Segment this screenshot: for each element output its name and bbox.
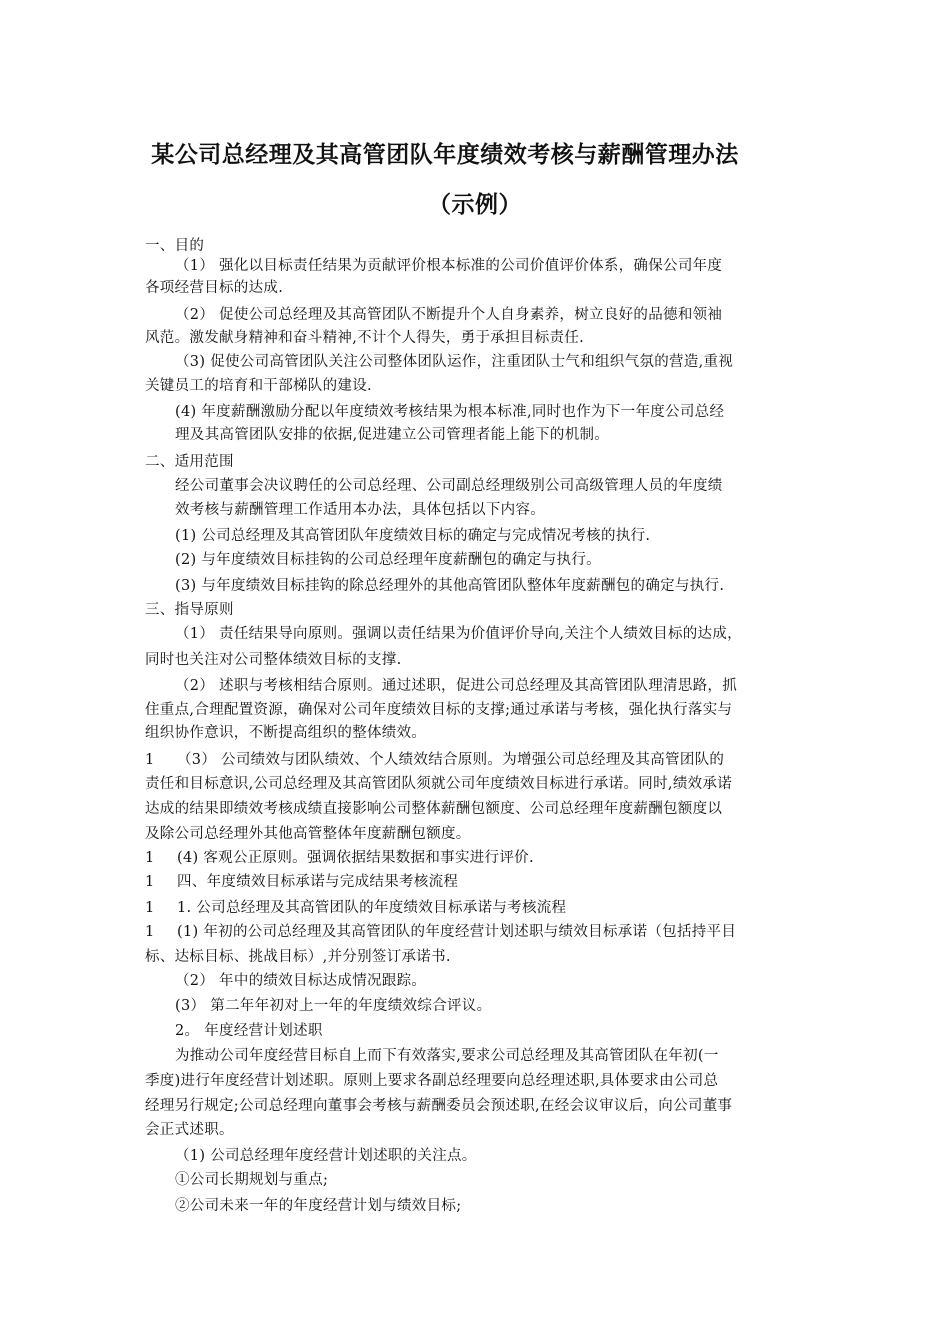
line-text: 达成的结果即绩效考核成绩直接影响公司整体薪酬包额度、公司总经理年度薪酬包额度以 bbox=[145, 801, 723, 817]
paragraph-line bbox=[175, 305, 722, 325]
paragraph-line bbox=[145, 898, 566, 918]
paragraph-line bbox=[175, 624, 742, 644]
line-text: 组织协作意识，不断提高组织的整体绩效。 bbox=[145, 725, 427, 741]
line-text: （1） 责任结果导向原则。强调以责任结果为价值评价导向,关注个人绩效目标的达成， bbox=[175, 626, 742, 642]
line-text: （2） 年中的绩效目标达成情况跟踪。 bbox=[175, 973, 427, 989]
line-text: （1) 公司总经理年度经营计划述职的关注点。 bbox=[175, 1148, 477, 1164]
line-text: 二、适用范围 bbox=[145, 454, 234, 470]
line-text: 效考核与薪酬管理工作适用本办法，具体包括以下内容。 bbox=[175, 502, 545, 518]
line-text: 关键员工的培育和干部梯队的建设. bbox=[145, 378, 372, 394]
line-text: 为推动公司年度经营目标自上而下有效落实,要求公司总经理及其高管团队在年初(一 bbox=[175, 1048, 719, 1064]
line-text: ①公司长期规划与重点; bbox=[175, 1172, 329, 1188]
paragraph-line bbox=[175, 1170, 328, 1190]
paragraph-line bbox=[145, 600, 234, 620]
paragraph-line bbox=[175, 425, 609, 445]
line-text: (1) 公司总经理及其高管团队年度绩效目标的确定与完成情况考核的执行. bbox=[175, 528, 651, 544]
line-text: （3） 公司绩效与团队绩效、个人绩效结合原则。为增强公司总经理及其高管团队的 bbox=[177, 752, 725, 768]
line-number: 1 bbox=[145, 752, 155, 768]
line-text: 一、目的 bbox=[145, 238, 205, 254]
line-text: 各项经营目标的达成. bbox=[145, 280, 284, 296]
paragraph-line bbox=[145, 824, 471, 844]
paragraph-line bbox=[175, 352, 733, 372]
line-text: （3) 促使公司高管团队关注公司整体团队运作，注重团队士气和组织气氛的营造,重视 bbox=[175, 354, 734, 370]
paragraph-line bbox=[145, 376, 372, 396]
document-title: 某公司总经理及其高管团队年度绩效考核与薪酬管理办法 bbox=[151, 142, 739, 168]
line-text: 风范。激发献身精神和奋斗精神,不计个人得失，勇于承担目标责任. bbox=[145, 330, 585, 346]
paragraph-line bbox=[145, 848, 534, 868]
paragraph-line bbox=[175, 996, 491, 1016]
line-text: 三、指导原则 bbox=[145, 602, 234, 618]
paragraph-line bbox=[145, 1120, 234, 1140]
paragraph-line bbox=[145, 700, 732, 720]
paragraph-line bbox=[175, 1021, 323, 1041]
paragraph-line bbox=[175, 500, 545, 520]
document-subtitle: （示例） bbox=[428, 192, 522, 218]
paragraph-line bbox=[145, 1096, 732, 1116]
line-text: ②公司未来一年的年度经营计划与绩效目标; bbox=[175, 1198, 462, 1214]
line-text: (3) 与年度绩效目标挂钩的除总经理外的其他高管团队整体年度薪酬包的确定与执行. bbox=[175, 578, 725, 594]
paragraph-line bbox=[175, 676, 737, 696]
line-number: 1 bbox=[145, 924, 155, 940]
line-text: (4) 客观公正原则。强调依据结果数据和事实进行评价. bbox=[177, 850, 534, 866]
paragraph-line bbox=[175, 1196, 461, 1216]
line-text: 理及其高管团队安排的依据,促进建立公司管理者能上能下的机制。 bbox=[175, 427, 610, 443]
line-number: 1 bbox=[145, 874, 155, 890]
paragraph-line bbox=[145, 328, 584, 348]
paragraph-line bbox=[175, 476, 723, 496]
line-text: (1) 年初的公司总经理及其高管团队的年度经营计划述职与绩效目标承诺（包括持平目 bbox=[177, 924, 737, 940]
line-text: 季度)进行年度经营计划述职。原则上要求各副总经理要向总经理述职,具体要求由公司总 bbox=[145, 1073, 719, 1089]
paragraph-line bbox=[145, 947, 451, 967]
paragraph-line bbox=[145, 650, 402, 670]
paragraph-line bbox=[145, 922, 736, 942]
paragraph-line bbox=[175, 526, 650, 546]
paragraph-line bbox=[145, 872, 458, 892]
paragraph-line bbox=[175, 1146, 477, 1166]
line-text: 会正式述职。 bbox=[145, 1122, 234, 1138]
line-text: 及除公司总经理外其他高管整体年度薪酬包额度。 bbox=[145, 826, 471, 842]
paragraph-line bbox=[145, 278, 283, 298]
paragraph-line bbox=[145, 723, 426, 743]
line-text: （2） 述职与考核相结合原则。通过述职，促进公司总经理及其高管团队理清思路，抓 bbox=[175, 678, 738, 694]
paragraph-line bbox=[175, 402, 724, 422]
line-text: 标、达标目标、挑战目标）,并分别签订承诺书. bbox=[145, 949, 451, 965]
line-number: 1 bbox=[145, 900, 155, 916]
line-text: (3） 第二年年初对上一年的年度绩效综合评议。 bbox=[175, 998, 492, 1014]
line-text: 经公司董事会决议聘任的公司总经理、公司副总经理级别公司高级管理人员的年度绩 bbox=[175, 478, 723, 494]
paragraph-line bbox=[145, 750, 724, 770]
line-text: (4) 年度薪酬激励分配以年度绩效考核结果为根本标准,同时也作为下一年度公司总经 bbox=[175, 404, 725, 420]
line-number: 1 bbox=[145, 850, 155, 866]
paragraph-line bbox=[145, 774, 732, 794]
paragraph-line bbox=[145, 236, 204, 256]
paragraph-line bbox=[175, 576, 724, 596]
paragraph-line bbox=[145, 452, 234, 472]
paragraph-line bbox=[145, 1071, 718, 1091]
paragraph-line bbox=[175, 550, 601, 570]
line-text: 住重点,合理配置资源，确保对公司年度绩效目标的支撑;通过承诺与考核，强化执行落实与 bbox=[145, 702, 733, 718]
line-text: 四、年度绩效目标承诺与完成结果考核流程 bbox=[177, 874, 459, 890]
line-text: 经理另行规定;公司总经理向董事会考核与薪酬委员会预述职,在经会议审议后，向公司董事 bbox=[145, 1098, 733, 1114]
line-text: 同时也关注对公司整体绩效目标的支撑. bbox=[145, 652, 402, 668]
line-text: 责任和目标意识,公司总经理及其高管团队须就公司年度绩效目标进行承诺。同时,绩效承诺 bbox=[145, 776, 733, 792]
line-text: （1） 强化以目标责任结果为贡献评价根本标准的公司价值评价体系，确保公司年度 bbox=[175, 258, 723, 274]
line-text: 1. 公司总经理及其高管团队的年度绩效目标承诺与考核流程 bbox=[177, 900, 567, 916]
line-text: 2。 年度经营计划述职 bbox=[175, 1023, 323, 1039]
paragraph-line bbox=[145, 799, 722, 819]
line-text: （2） 促使公司总经理及其高管团队不断提升个人自身素养，树立良好的品德和领袖 bbox=[175, 307, 723, 323]
line-text: (2) 与年度绩效目标挂钩的公司总经理年度薪酬包的确定与执行。 bbox=[175, 552, 601, 568]
paragraph-line bbox=[175, 256, 722, 276]
paragraph-line bbox=[175, 971, 426, 991]
paragraph-line bbox=[175, 1046, 719, 1066]
